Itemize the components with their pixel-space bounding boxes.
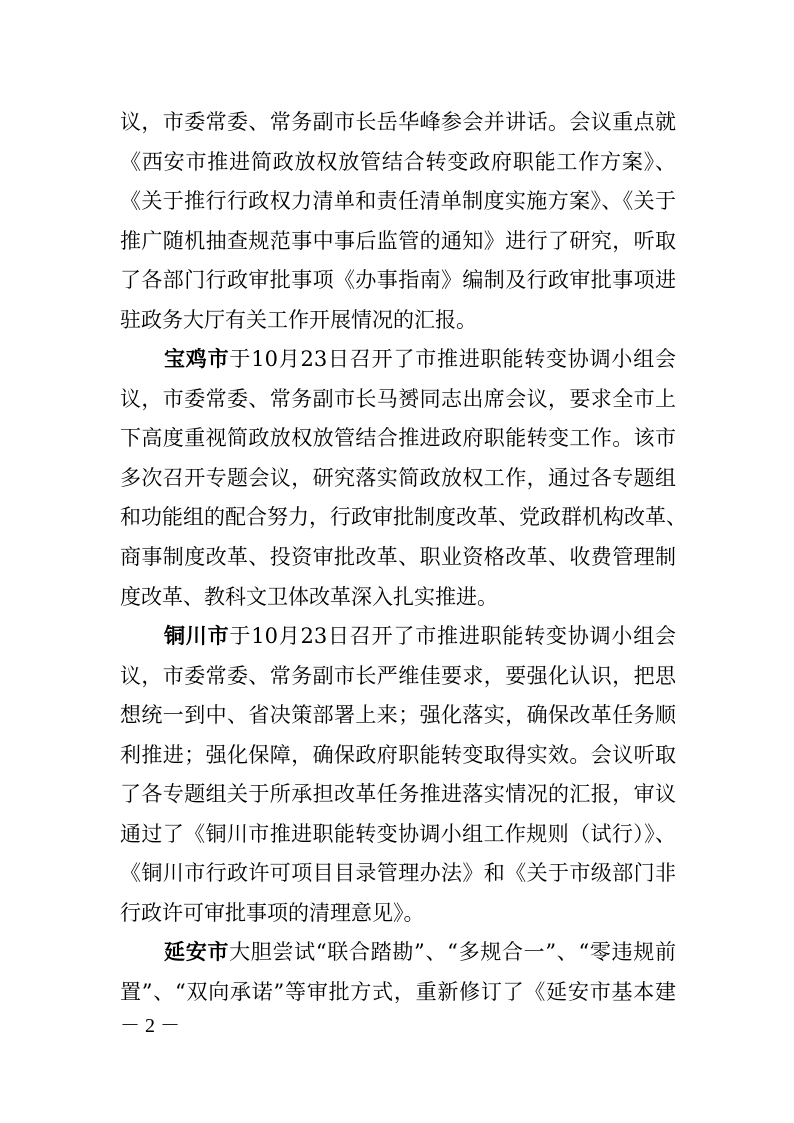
page-number: － 2 － <box>120 1015 180 1037</box>
text-line: 行政许可审批事项的清理意见》。 <box>120 901 425 925</box>
text-line: 下高度重视简政放权放管结合推进政府职能转变工作。该市 <box>120 426 676 450</box>
text-line: 了各部门行政审批事项《办事指南》编制及行政审批事项进 <box>120 268 676 292</box>
text-line: 《西安市推进简政放权放管结合转变政府职能工作方案》、 <box>120 150 676 174</box>
text-span: 于10月23日召开了市推进职能转变协调小组会 <box>229 624 677 648</box>
text-line: 利推进；强化保障，确保政府职能转变取得实效。会议听取 <box>120 743 676 767</box>
paragraph-first-line <box>164 934 676 970</box>
city-name: 铜川市 <box>164 624 230 648</box>
text-line: 和功能组的配合努力，行政审批制度改革、党政群机构改革、 <box>120 505 687 529</box>
text-line: 度改革、教科文卫体改革深入扎实推进。 <box>120 585 498 609</box>
city-name: 宝鸡市 <box>164 347 230 371</box>
text-span: 于10月23日召开了市推进职能转变协调小组会 <box>229 347 677 371</box>
text-line: 了各专题组关于所承担改革任务推进落实情况的汇报，审议 <box>120 782 676 806</box>
text-line: 《关于推行行政权力清单和责任清单制度实施方案》、《关于 <box>120 189 676 213</box>
text-line: 置”、“双向承诺”等审批方式，重新修订了《延安市基本建 <box>120 980 676 1004</box>
text-line: 议，市委常委、常务副市长岳华峰参会并讲话。会议重点就 <box>120 110 676 134</box>
paragraph-first-line <box>164 341 676 377</box>
text-line: 议，市委常委、常务副市长马赟同志出席会议，要求全市上 <box>120 387 676 411</box>
text-span: 大胆尝试“联合踏勘”、“多规合一”、“零违规前 <box>229 940 676 964</box>
text-line: 驻政务大厅有关工作开展情况的汇报。 <box>120 308 477 332</box>
text-line: 推广随机抽查规范事中事后监管的通知》进行了研究，听取 <box>120 229 676 253</box>
text-line: 多次召开专题会议，研究落实简政放权工作，通过各专题组 <box>120 466 676 490</box>
text-line: 议，市委常委、常务副市长严维佳要求，要强化认识，把思 <box>120 664 676 688</box>
paragraph-first-line <box>164 618 676 654</box>
text-line: 通过了《铜川市推进职能转变协调小组工作规则（试行）》、 <box>120 822 676 846</box>
text-line: 商事制度改革、投资审批改革、职业资格改革、收费管理制 <box>120 545 676 569</box>
city-name: 延安市 <box>164 940 230 964</box>
text-line: 想统一到中、省决策部署上来；强化落实，确保改革任务顺 <box>120 703 676 727</box>
text-line: 《铜川市行政许可项目目录管理办法》和《关于市级部门非 <box>120 861 676 885</box>
